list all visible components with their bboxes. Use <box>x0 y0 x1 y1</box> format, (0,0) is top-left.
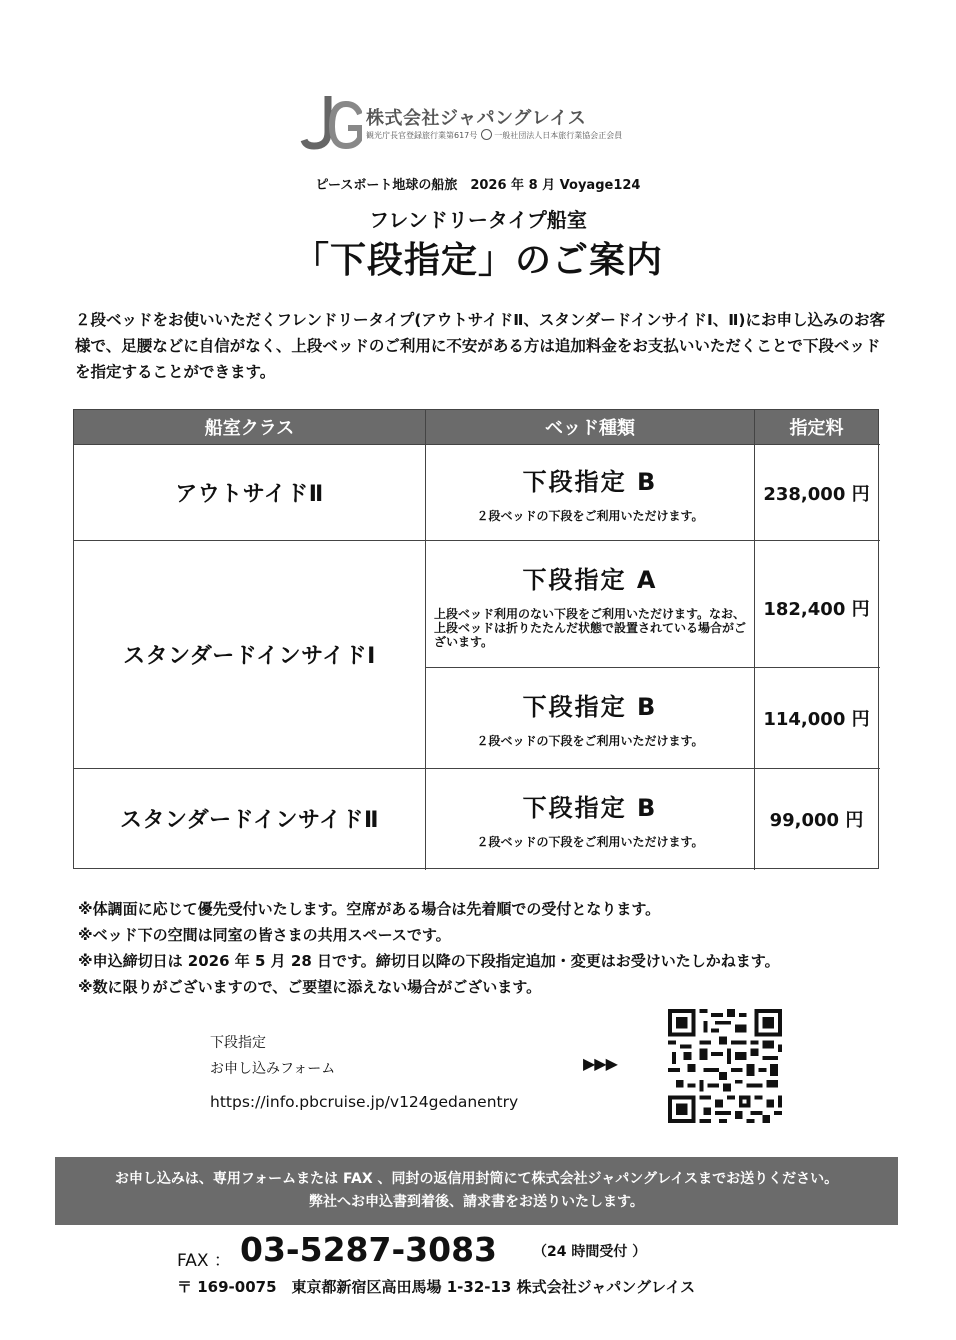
bed-type-cell <box>426 668 754 768</box>
voyage-line: ピースボート地球の船旅 2026 年 8 月 Voyage124 <box>315 178 641 193</box>
banner-line2: 弊社へお申込書到着後、請求書をお送りいたします。 <box>309 1194 644 1210</box>
company-logo <box>300 92 362 152</box>
notes-list <box>78 896 780 1000</box>
note-item: ※ベッド下の空間は同室の皆さまの共用スペースです。 <box>78 926 451 944</box>
note-item: ※体調面に応じて優先受付いたします。空席がある場合は先着順での受付となります。 <box>78 900 661 918</box>
price-cell: 114,000 円 <box>763 709 870 730</box>
price-cell: 238,000 円 <box>763 483 870 505</box>
bed-type-note: ２段ベッドの下段をご利用いただけます。 <box>476 734 704 748</box>
cabin-class-cell: スタンダードインサイドⅠ <box>123 644 376 669</box>
bed-type-note: ２段ベッドの下段をご利用いただけます。 <box>476 834 704 849</box>
fax-number: 03-5287-3083 <box>240 1230 498 1269</box>
note-item: ※申込締切日は 2026 年 5 月 28 日です。締切日以降の下段指定追加・変更はお受けいたしかねます。 <box>78 952 780 970</box>
cabin-class-cell: スタンダードインサイドⅡ <box>120 808 379 833</box>
bed-type-note: 上段ベッド利用のない下段をご利用いただけます。なお、上段ベッドは折りたたんだ状態で設置されている場合がございます。 <box>434 606 747 649</box>
bed-type-title: 下段指定 B <box>522 693 658 721</box>
cabin-class-cell: アウトサイドⅡ <box>175 482 324 507</box>
header-bed-type: ベッド種類 <box>426 410 754 444</box>
header-cabin-class: 船室クラス <box>74 410 425 444</box>
header-fee: 指定料 <box>755 410 878 444</box>
license-number: 観光庁長官登録旅行業第617号 <box>366 131 478 140</box>
company-name: 株式会社ジャパングレイス <box>366 108 587 129</box>
arrow-icon: ▶▶▶ <box>583 1054 617 1073</box>
association-name: 一般社団法人日本旅行業協会正会員 <box>494 131 623 140</box>
bed-type-note: ２段ベッドの下段をご利用いただけます。 <box>476 508 704 523</box>
association-emblem-icon <box>481 129 492 140</box>
bed-type-cell <box>426 445 754 540</box>
bed-type-cell <box>426 769 754 868</box>
form-label <box>210 1030 335 1082</box>
form-label-line1: 下段指定 <box>210 1035 266 1051</box>
license-text <box>366 129 622 141</box>
qr-code-icon[interactable] <box>668 1009 782 1123</box>
form-url-link[interactable]: https://info.pbcruise.jp/v124gedanentry <box>210 1093 519 1111</box>
bed-type-title: 下段指定 B <box>522 793 658 822</box>
pricing-table <box>73 409 879 869</box>
fax-label: FAX ： <box>177 1251 231 1271</box>
page-title: 「下段指定」のご案内 <box>292 240 663 281</box>
submission-banner <box>55 1157 898 1225</box>
page-subtitle: フレンドリータイプ船室 <box>369 208 587 232</box>
note-item: ※数に限りがございますので、ご要望に添えない場合がございます。 <box>78 978 542 996</box>
bed-type-title: 下段指定 B <box>522 467 658 496</box>
fax-hours: （24 時間受付 ） <box>533 1244 647 1260</box>
price-cell: 182,400 円 <box>763 599 870 620</box>
bed-type-title: 下段指定 A <box>522 565 658 594</box>
bed-type-cell <box>426 541 754 667</box>
intro-paragraph: ２段ベッドをお使いいただくフレンドリータイプ(アウトサイドⅡ、スタンダードインサイドⅠ、Ⅱ)にお申し込みのお客様で、足腰などに自信がなく、上段ベッドのご利用に不安がある方は追加料金をお支払いいただくことで下段ベッドを指定することができます。 <box>75 311 886 381</box>
company-address: 〒 169-0075 東京都新宿区高田馬場 1-32-13 株式会社ジャパングレイス <box>177 1278 696 1296</box>
banner-line1: お申し込みは、専用フォームまたは FAX 、同封の返信用封筒にて株式会社ジャパングレイスまでお送りください。 <box>114 1171 839 1187</box>
form-label-line2: お申し込みフォーム <box>210 1061 336 1077</box>
price-cell: 99,000 円 <box>769 809 864 831</box>
